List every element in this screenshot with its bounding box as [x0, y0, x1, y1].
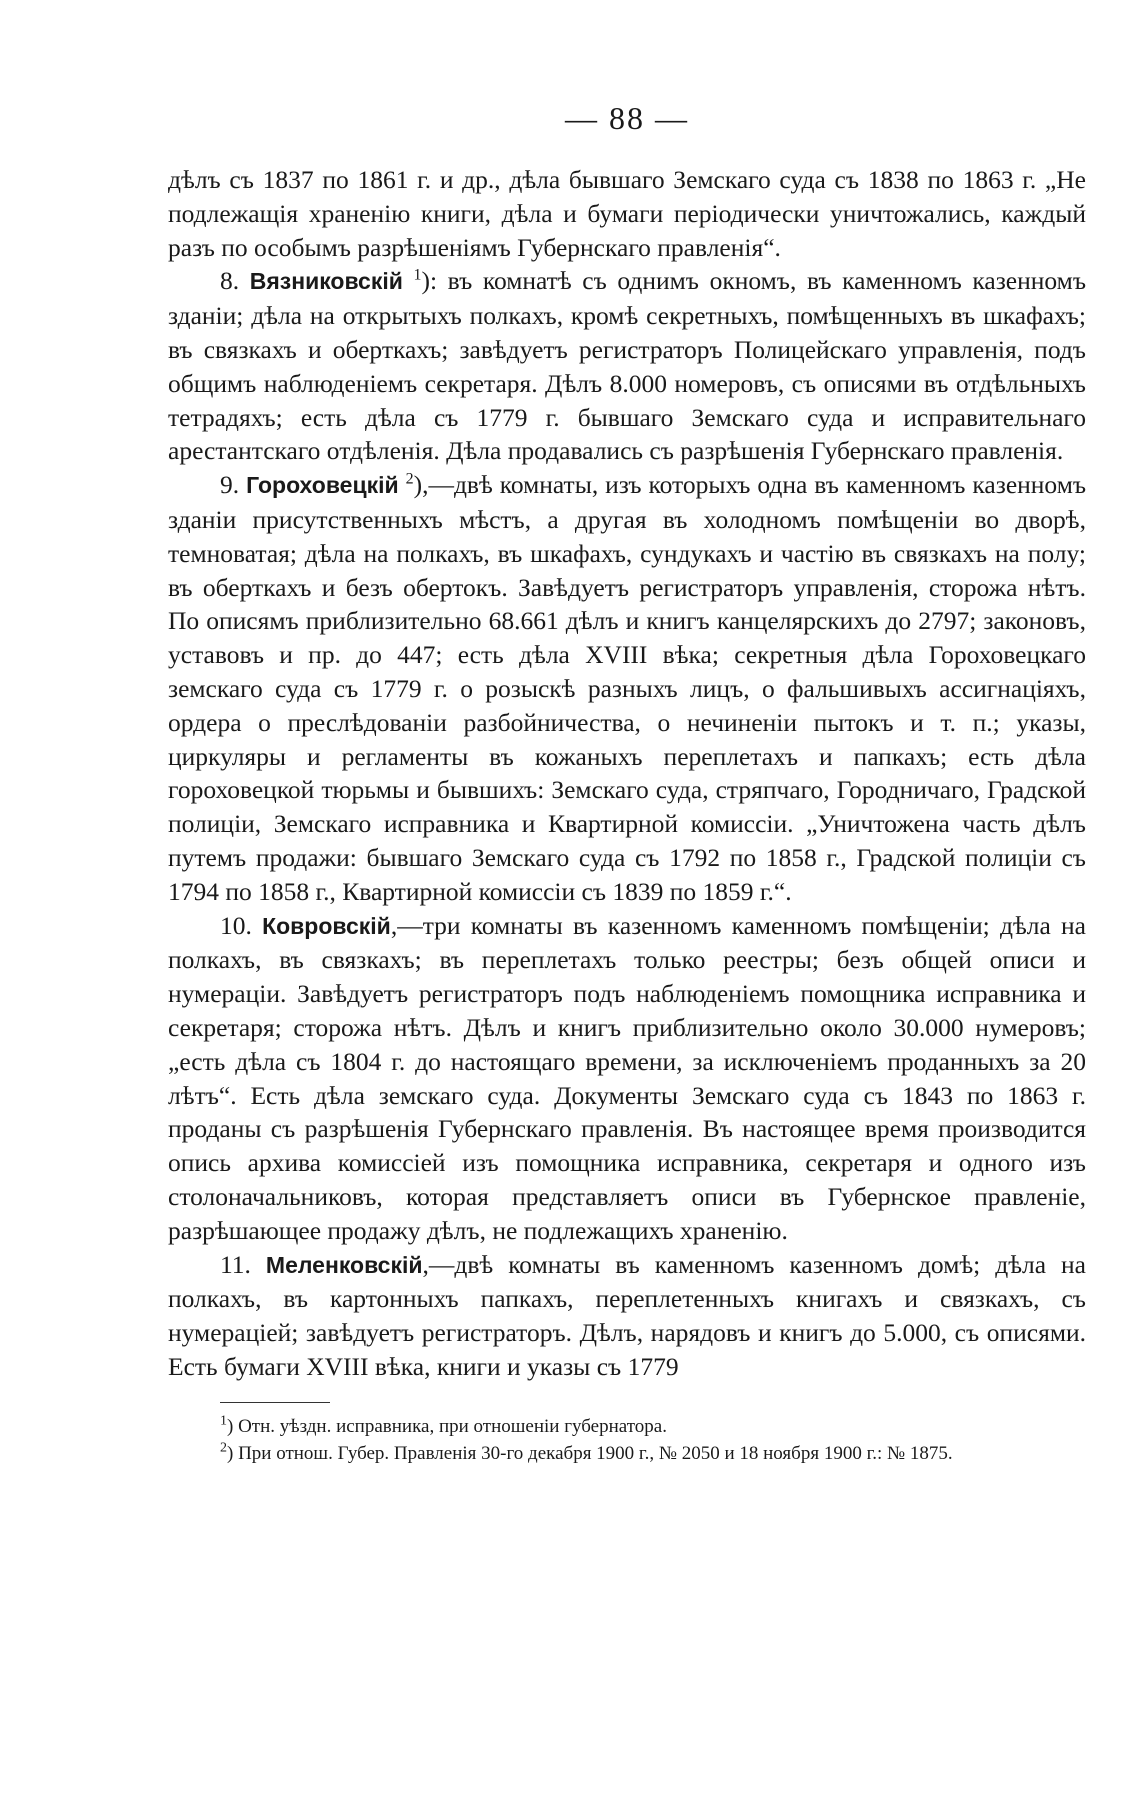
footnote-divider — [220, 1402, 330, 1403]
footnote-text: ) При отнош. Губер. Правленія 30-го декабря 1900 г., № 2050 и 18 ноября 1900 г.: № 1875. — [227, 1442, 953, 1464]
footnote-1 — [168, 1413, 1086, 1440]
entry-number: 9. — [220, 470, 240, 500]
paragraph-text: дѣлъ съ 1837 по 1861 г. и др., дѣла бывшаго Земскаго суда съ 1838 по 1863 г. „Не подлежащія храненію книги, дѣла и бумаги періодически уничтожались, каждый разъ по особымъ разрѣшеніямъ Губернскаго правленія“. — [168, 165, 1086, 262]
entry-kovrovsky — [168, 909, 1086, 1248]
entry-melenkovsky — [168, 1248, 1086, 1384]
entry-heading: Гороховецкій — [246, 472, 399, 499]
entry-text: ,—двѣ комнаты въ каменномъ казенномъ домѣ; дѣла на полкахъ, въ картонныхъ папкахъ, переплетенныхъ книгахъ и связкахъ, съ нумераціей; завѣдуетъ регистраторъ. Дѣлъ, нарядовъ и книгъ до 5.000, съ описями. Есть бумаги XVIII вѣка, книги и указы съ 1779 — [168, 1249, 1086, 1381]
footnotes — [168, 1413, 1086, 1467]
entry-heading: Меленковскій — [265, 1251, 423, 1278]
entry-number: 8. — [220, 266, 240, 296]
footnote-2 — [168, 1440, 1086, 1467]
entry-vyaznikovsky — [168, 264, 1086, 468]
footnote-ref: 1 — [413, 266, 422, 284]
footnote-text: ) Отн. уѣздн. исправника, при отношеніи губернатора. — [227, 1415, 667, 1437]
entry-text: ): въ комнатѣ съ однимъ окномъ, въ каменномъ казенномъ зданіи; дѣла на открытыхъ полкахъ, кромѣ секретныхъ, помѣщенныхъ въ шкафахъ; въ связкахъ и оберткахъ; завѣдуетъ регистраторъ Полицейскаго управленія, подъ общимъ наблюденіемъ секретаря. Дѣлъ 8.000 номеровъ, съ описями въ отдѣльныхъ тетрадяхъ; есть дѣла съ 1779 г. бывшаго Земскаго суда и исправительнаго арестантскаго отдѣленія. Дѣла продавались съ разрѣшенія Губернскаго правленія. — [168, 266, 1087, 466]
footnote-mark: 2 — [220, 1440, 227, 1456]
footnote-mark: 1 — [220, 1413, 227, 1429]
entry-heading: Ковровскій — [262, 912, 391, 939]
entry-heading: Вязниковскій — [249, 268, 403, 295]
footnote-ref: 2 — [405, 470, 414, 488]
entry-gorokhovetsky — [168, 468, 1086, 908]
entry-text: ),—двѣ комнаты, изъ которыхъ одна въ каменномъ казенномъ зданіи присутственныхъ мѣстъ, а другая въ холодномъ помѣщеніи во дворѣ, темноватая; дѣла на полкахъ, въ шкафахъ, сундукахъ и частію въ связкахъ на полу; въ оберткахъ и безъ обертокъ. Завѣдуетъ регистраторъ управленія, сторожа нѣтъ. По описямъ приблизительно 68.661 дѣлъ и книгъ канцелярскихъ до 2797; законовъ, уставовъ и пр. до 447; есть дѣла XVIII вѣка; секретныя дѣла Гороховецкаго земскаго суда съ 1779 г. о розыскѣ разныхъ лицъ, о фальшивыхъ ассигнаціяхъ, ордера о преслѣдованіи разбойничества, о нечиненіи пытокъ и т. п.; указы, циркуляры и регламенты въ кожаныхъ переплетахъ и папкахъ; есть дѣла гороховецкой тюрьмы и бывшихъ: Земскаго суда, стряпчаго, Городничаго, Градской полиціи, Земскаго исправника и Квартирной комиссіи. „Уничтожена часть дѣлъ путемъ продажи: бывшаго Земскаго суда съ 1792 по 1858 г., Градской полиціи съ 1794 по 1858 г., Квартирной комиссіи съ 1839 по 1859 г.“. — [168, 470, 1087, 906]
document-page — [168, 100, 1086, 1467]
paragraph-continuation — [168, 163, 1086, 264]
page-number: — 88 — — [565, 100, 689, 136]
entry-number: 10. — [220, 910, 252, 940]
entry-number: 11. — [220, 1249, 251, 1279]
entry-text: ,—три комнаты въ казенномъ каменномъ помѣщеніи; дѣла на полкахъ, въ связкахъ; въ переплетахъ только реестры; безъ общей описи и нумераціи. Завѣдуетъ регистраторъ подъ наблюденіемъ помощника исправника и секретаря; сторожа нѣтъ. Дѣлъ и книгъ приблизительно около 30.000 нумеровъ; „есть дѣла съ 1804 г. до настоящаго времени, за исключеніемъ проданныхъ за 20 лѣтъ“. Есть дѣла земскаго суда. Документы Земскаго суда съ 1843 по 1863 г. проданы съ разрѣшенія Губернскаго правленія. Въ настоящее время производится опись архива комиссіей изъ помощника исправника, секретаря и одного изъ столоначальниковъ, которая представляетъ описи въ Губернское правленіе, разрѣшающее продажу дѣлъ, не подлежащихъ храненію. — [168, 910, 1086, 1245]
